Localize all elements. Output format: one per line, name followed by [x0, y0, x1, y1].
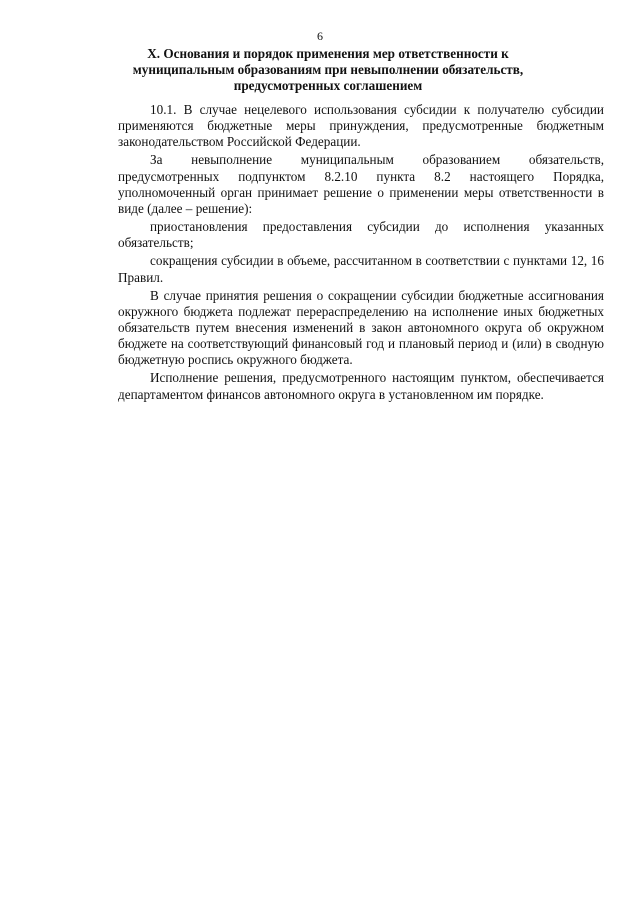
- paragraph-reduction: сокращения субсидии в объеме, рассчитанном в соответствии с пунктами 12, 16 Правил.: [118, 253, 604, 285]
- paragraph-10-1: 10.1. В случае нецелевого использования субсидии к получателю субсидии применяются бюджетные меры принуждения, предусмотренные бюджетным законодательством Российской Федерации.: [118, 102, 604, 150]
- section-heading: [118, 46, 538, 94]
- paragraph-obligations: За невыполнение муниципальным образованием обязательств, предусмотренных подпунктом 8.2.10 пункта 8.2 настоящего Порядка, уполномоченный орган принимает решение о применении меры ответственности в виде (далее – решение):: [118, 152, 604, 216]
- section-body: [118, 102, 604, 405]
- section-heading-line-3: предусмотренных соглашением: [233, 78, 423, 93]
- paragraph-execution: Исполнение решения, предусмотренного настоящим пунктом, обеспечивается департаментом финансов автономного округа в установленном им порядке.: [118, 370, 604, 402]
- section-heading-line-1: X. Основания и порядок применения мер ответственности к: [147, 46, 509, 61]
- section-heading-line-2: муниципальным образованиям при невыполнении обязательств,: [132, 62, 524, 77]
- page-number: 6: [317, 29, 323, 43]
- paragraph-reallocation: В случае принятия решения о сокращении субсидии бюджетные ассигнования окружного бюджета подлежат перераспределению на исполнение иных бюджетных обязательств путем внесения изменений в закон автономного округа об окружном бюджете на соответствующий финансовый год и плановый период и (или) в сводную бюджетную роспись окружного бюджета.: [118, 287, 604, 368]
- paragraph-suspension: приостановления предоставления субсидии до исполнения указанных обязательств;: [118, 219, 604, 251]
